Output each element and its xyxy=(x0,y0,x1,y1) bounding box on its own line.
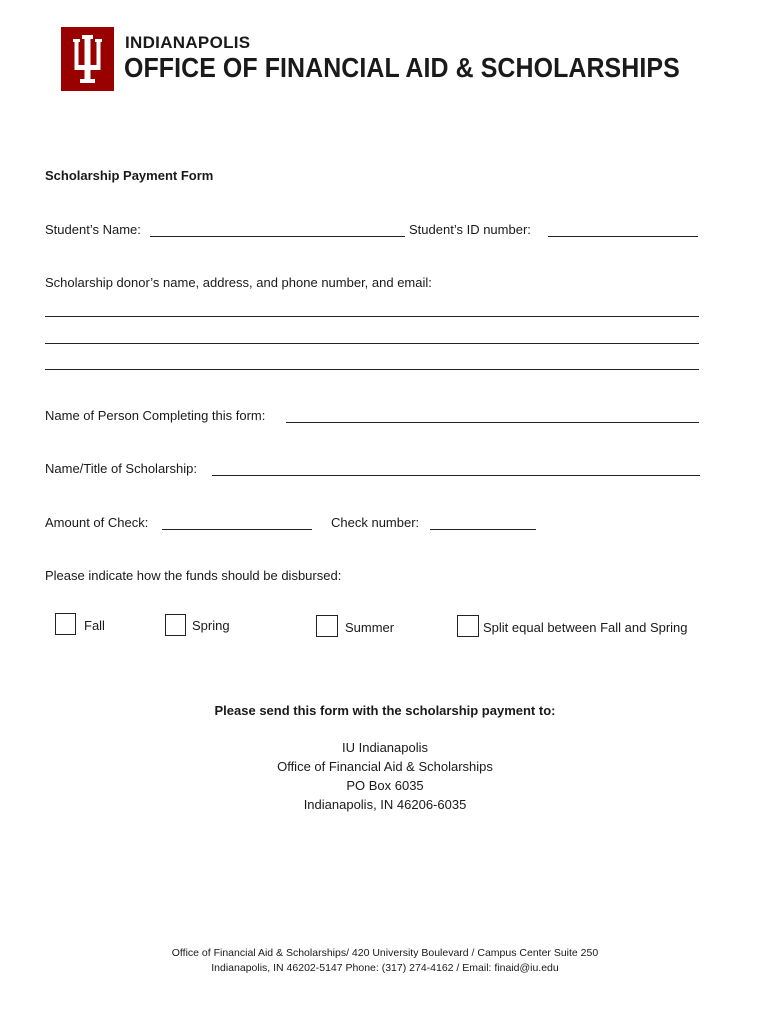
spring-checkbox[interactable] xyxy=(165,614,186,636)
form-title: Scholarship Payment Form xyxy=(45,168,214,183)
donor-label: Scholarship donor’s name, address, and phone number, and email: xyxy=(45,275,432,290)
completer-field[interactable] xyxy=(286,422,699,423)
mailing-instruction: Please send this form with the scholarship payment to: xyxy=(214,703,556,718)
fall-label: Fall xyxy=(84,618,105,633)
fall-checkbox[interactable] xyxy=(55,613,76,635)
split-checkbox[interactable] xyxy=(457,615,479,637)
summer-label: Summer xyxy=(345,620,395,635)
footer-address: Office of Financial Aid & Scholarships/ 420 University Boulevard / Campus Center Suite 250 xyxy=(171,947,599,959)
footer-contact: Indianapolis, IN 46202-5147 Phone: (317) 274-4162 / Email: finaid@iu.edu xyxy=(211,962,559,974)
brand-title: OFFICE OF FINANCIAL AID & SCHOLARSHIPS xyxy=(124,52,680,83)
completer-label: Name of Person Completing this form: xyxy=(45,408,266,423)
donor-field-line-1[interactable] xyxy=(45,316,699,317)
spring-label: Spring xyxy=(192,618,230,633)
check-number-label: Check number: xyxy=(331,515,420,530)
scholarship-title-field[interactable] xyxy=(212,475,700,476)
amount-label: Amount of Check: xyxy=(45,515,149,530)
scholarship-title-label: Name/Title of Scholarship: xyxy=(45,461,197,476)
student-id-field[interactable] xyxy=(548,236,698,237)
donor-field-line-2[interactable] xyxy=(45,343,699,344)
mailing-line-4: Indianapolis, IN 46206-6035 xyxy=(303,797,467,812)
mailing-line-2: Office of Financial Aid & Scholarships xyxy=(277,759,493,774)
student-id-label: Student’s ID number: xyxy=(409,222,531,237)
split-label: Split equal between Fall and Spring xyxy=(483,620,688,635)
brand-subtitle: INDIANAPOLIS xyxy=(125,33,251,52)
mailing-line-1: IU Indianapolis xyxy=(342,740,428,755)
student-name-field[interactable] xyxy=(150,236,405,237)
amount-field[interactable] xyxy=(162,529,312,530)
trident-icon xyxy=(61,27,114,91)
mailing-line-3: PO Box 6035 xyxy=(346,778,424,793)
summer-checkbox[interactable] xyxy=(316,615,338,637)
disburse-label: Please indicate how the funds should be disbursed: xyxy=(45,568,342,583)
student-name-label: Student’s Name: xyxy=(45,222,141,237)
iu-logo xyxy=(61,27,114,91)
donor-field-line-3[interactable] xyxy=(45,369,699,370)
check-number-field[interactable] xyxy=(430,529,536,530)
